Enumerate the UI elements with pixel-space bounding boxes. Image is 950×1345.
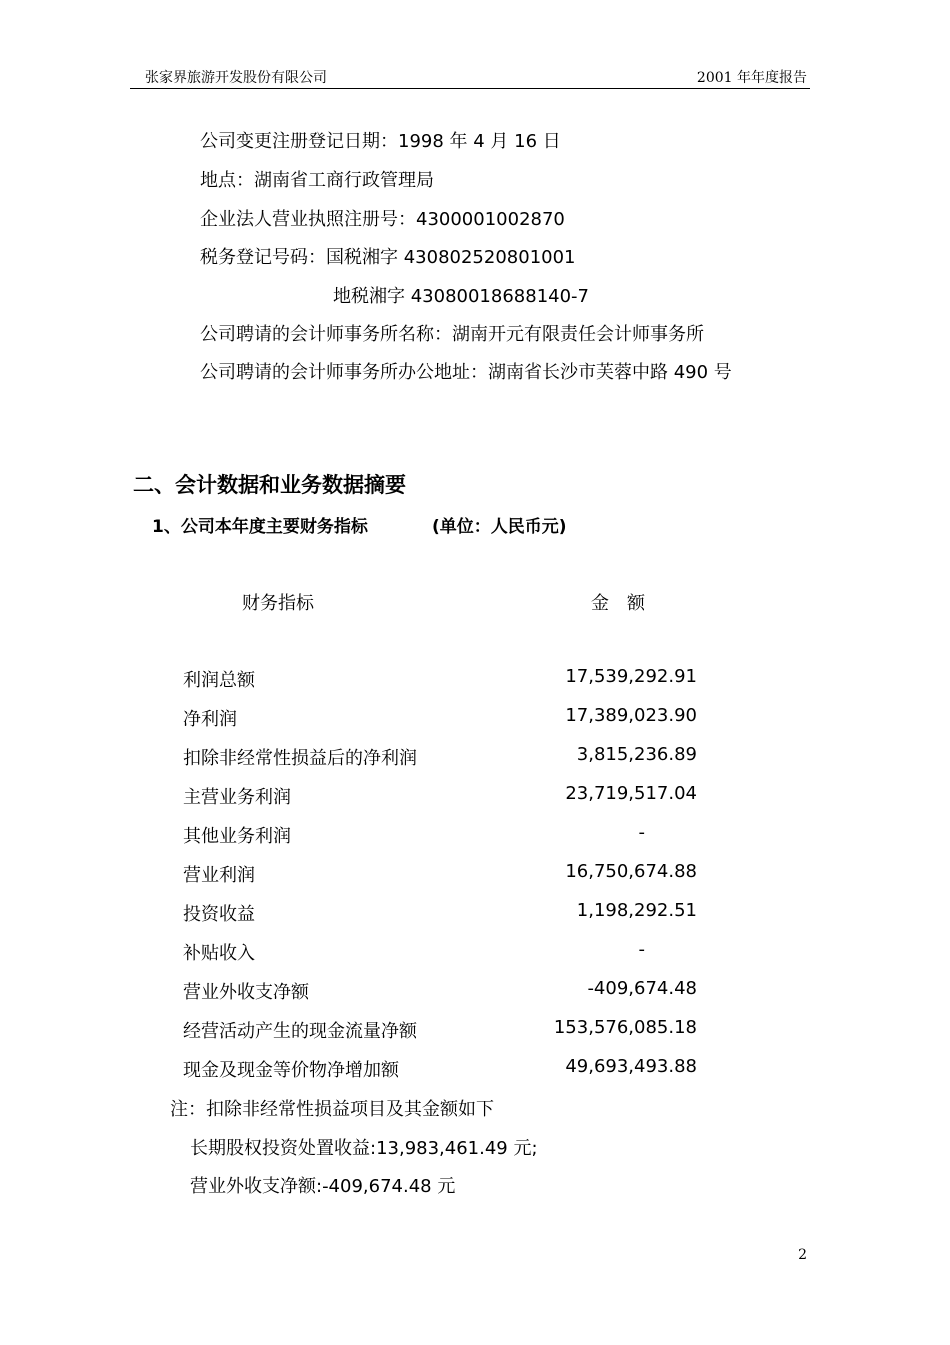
- section-unit: (单位：人民币元): [432, 517, 567, 537]
- header-rule: [130, 88, 810, 89]
- row-value: -: [638, 939, 645, 960]
- row-label: 其他业务利润: [183, 826, 291, 847]
- note-item-equity: 长期股权投资处置收益:13,983,461.49 元;: [190, 1138, 538, 1159]
- row-value: 3,815,236.89: [576, 744, 697, 765]
- accountant-address: 公司聘请的会计师事务所办公地址：湖南省长沙市芙蓉中路 490 号: [200, 362, 732, 383]
- row-label: 营业外收支净额: [183, 982, 309, 1003]
- header-report-title: 2001 年年度报告: [696, 70, 807, 86]
- change-date: 公司变更注册登记日期：1998 年 4 月 16 日: [200, 131, 561, 152]
- header-company: 张家界旅游开发股份有限公司: [145, 70, 327, 86]
- tax-local: 地税湘字 43080018688140-7: [333, 286, 589, 307]
- row-label: 主营业务利润: [183, 787, 291, 808]
- row-value: -409,674.48: [587, 978, 697, 999]
- row-label: 投资收益: [183, 904, 255, 925]
- row-value: 23,719,517.04: [565, 783, 697, 804]
- column-header-amount: 金 额: [591, 593, 645, 614]
- row-label: 经营活动产生的现金流量净额: [183, 1021, 417, 1042]
- section-subtitle: 1、公司本年度主要财务指标: [152, 517, 368, 537]
- row-value: 1,198,292.51: [576, 900, 697, 921]
- section-title: 二、会计数据和业务数据摘要: [133, 473, 406, 497]
- note-item-nonoperating: 营业外收支净额:-409,674.48 元: [190, 1176, 456, 1197]
- row-value: 17,539,292.91: [565, 666, 697, 687]
- tax-national: 税务登记号码：国税湘字 430802520801001: [200, 247, 576, 268]
- row-value: -: [638, 822, 645, 843]
- row-label: 营业利润: [183, 865, 255, 886]
- license-number: 企业法人营业执照注册号：4300001002870: [200, 209, 565, 230]
- note-intro: 注：扣除非经常性损益项目及其金额如下: [170, 1099, 494, 1120]
- row-value: 153,576,085.18: [553, 1017, 697, 1038]
- row-value: 16,750,674.88: [565, 861, 697, 882]
- column-header-indicator: 财务指标: [242, 593, 314, 614]
- row-label: 净利润: [183, 709, 237, 730]
- row-label: 补贴收入: [183, 943, 255, 964]
- accountant-name: 公司聘请的会计师事务所名称：湖南开元有限责任会计师事务所: [200, 324, 704, 345]
- row-value: 49,693,493.88: [565, 1056, 697, 1077]
- page-number: 2: [798, 1247, 807, 1263]
- row-value: 17,389,023.90: [565, 705, 697, 726]
- row-label: 现金及现金等价物净增加额: [183, 1060, 399, 1081]
- row-label: 利润总额: [183, 670, 255, 691]
- location: 地点：湖南省工商行政管理局: [200, 170, 434, 191]
- row-label: 扣除非经常性损益后的净利润: [183, 748, 417, 769]
